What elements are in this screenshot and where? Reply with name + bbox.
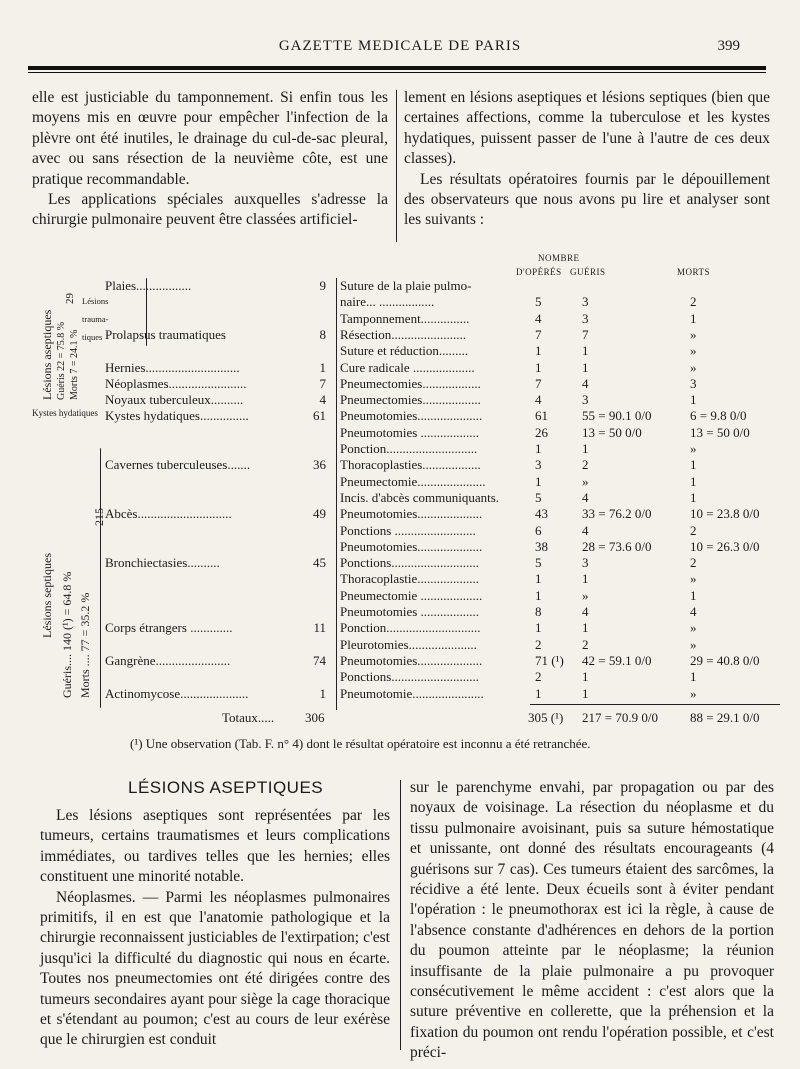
- row-count: 45: [313, 555, 326, 571]
- row-count: 8: [319, 326, 326, 342]
- row-morts: 13 = 50 0/0: [690, 424, 750, 440]
- row-operes: 1: [535, 359, 542, 375]
- row-operation: Ponction............................: [340, 441, 478, 456]
- row-morts: 1: [690, 669, 697, 685]
- row-count: 61: [313, 408, 326, 424]
- row-count: 9: [319, 278, 326, 293]
- row-morts: 3: [690, 375, 697, 391]
- paragraph: lement en lésions aseptiques et lésions septiques (bien que certaines affections, comme la tuberculose et les kystes hydatiques, puissent passer de l'une à l'autre de ces deux classes).: [404, 89, 770, 168]
- row-morts: 2: [690, 522, 697, 538]
- row-morts: »: [690, 359, 697, 375]
- row-operation: Pneumotomie......................: [340, 685, 484, 701]
- row-gueris: 3: [582, 555, 589, 571]
- aseptic-group-label: Lésions aseptiques: [40, 309, 54, 400]
- table-footnote: (¹) Une observation (Tab. F. n° 4) dont le résultat opératoire est inconnu a été retranchée.: [130, 736, 591, 751]
- row-operation: Incis. d'abcès communiquants.: [340, 489, 500, 505]
- row-morts: 29 = 40.8 0/0: [690, 652, 760, 668]
- row-operes: 4: [535, 310, 542, 326]
- row-operes: 71 (¹): [535, 652, 564, 668]
- totals-count: 306: [305, 710, 325, 725]
- left-column-bottom: [40, 806, 390, 1051]
- row-operation: Ponction.............................: [340, 620, 481, 636]
- paragraph: Néoplasmes. — Parmi les néoplasmes pulmonaires primitifs, il en est que l'anatomie pathologique et la chirurgie reconnaissent justiciables de l'extirpation; c'est jusqu'ici la difficulté du diagnostic qui nous en écarte. Toutes nos pneumectomies ont été dirigées contre des tumeurs secondaires ayant pour siège la cage thoracique et s'étendant au poumon; c'est au cours de leur exérèse que le chirurgien est conduit: [40, 888, 390, 1049]
- row-operation: Thoracoplasties..................: [340, 457, 481, 473]
- row-operation: Pneumectomies..................: [340, 392, 481, 408]
- row-gueris: »: [582, 473, 589, 489]
- row-operation: Ponctions...........................: [340, 555, 480, 571]
- row-operes: 1: [535, 620, 542, 636]
- row-operes: 26: [535, 424, 548, 440]
- row-operes: 1: [535, 685, 542, 701]
- row-gueris: 1: [582, 441, 589, 456]
- row-operes: 5: [535, 294, 542, 310]
- row-operation: Pneumectomie.....................: [340, 473, 486, 489]
- header-gueris: GUÉRIS: [570, 267, 606, 277]
- totals-morts: 88 = 29.1 0/0: [690, 710, 760, 725]
- row-operation: Suture et réduction.........: [340, 343, 469, 359]
- totals-label: Totaux.....: [222, 710, 275, 725]
- aseptic-gueris: Guéris 22 = 75.8 %: [56, 321, 67, 400]
- row-operes: 7: [535, 326, 542, 342]
- row-gueris: 3: [582, 392, 589, 408]
- row-gueris: 1: [582, 343, 589, 359]
- row-operes: 1: [535, 473, 542, 489]
- row-morts: 10 = 26.3 0/0: [690, 538, 760, 554]
- row-morts: 6 = 9.8 0/0: [690, 408, 747, 424]
- row-operes: 7: [535, 375, 542, 391]
- column-divider: [396, 90, 397, 242]
- aseptic-total: 29: [64, 293, 76, 304]
- row-operation: Pneumotomies....................: [340, 652, 483, 668]
- row-gueris: 13 = 50 0/0: [582, 424, 642, 440]
- septic-morts: Morts .... 77 = 35.2 %: [78, 592, 92, 698]
- header-nombre: NOMBRE: [538, 253, 580, 263]
- row-operes: 4: [535, 392, 542, 408]
- row-operation: Pneumectomies..................: [340, 375, 481, 391]
- row-operes: 2: [535, 636, 542, 652]
- paragraph: sur le parenchyme envahi, par propagation ou par des noyaux de voisinage. La résection du néoplasme et du tissu pulmonaire avoisinant, puis sa suture hémostatique et unissante, ont donné des résultats encourageants (4 guérisons sur 7 cas). Ces tumeurs étaient des sarcômes, la récidive a été lente. Deux écueils sont à éviter pendant l'opération : le pneumothorax est ici la règle, à cause de l'absence constante d'adhérences en dehors de la portion du poumon atteinte par le néoplasme; la réunion insuffisante de la plaie pulmonaire a pu provoquer consécutivement le même accident : c'est alors que la suture préventive en collerette, que la préhension et la fixation du poumon ont rendu l'opération possible, et c'est préci-: [410, 779, 774, 1062]
- row-morts: »: [690, 571, 697, 587]
- row-count: 4: [319, 392, 326, 408]
- row-operation: Pneumotomies....................: [340, 506, 483, 522]
- row-operes: 1: [535, 571, 542, 587]
- left-column-top: [32, 88, 388, 231]
- row-operes: 3: [535, 457, 542, 473]
- row-morts: 1: [690, 473, 697, 489]
- row-gueris: 1: [582, 571, 589, 587]
- row-morts: 1: [690, 457, 697, 473]
- row-operes: 1: [535, 343, 542, 359]
- brace: [100, 448, 101, 708]
- right-column-top: [404, 88, 770, 231]
- row-count: 49: [313, 506, 326, 522]
- totals-gueris: 217 = 70.9 0/0: [582, 710, 658, 725]
- row-operation: Pneumotomies ..................: [340, 424, 480, 440]
- paragraph: Les applications spéciales auxquelles s'adresse la chirurgie pulmonaire peuvent être classées artificiel-: [32, 191, 388, 229]
- row-gueris: 1: [582, 685, 589, 701]
- row-gueris: 3: [582, 310, 589, 326]
- row-operes: 61: [535, 408, 548, 424]
- row-gueris: »: [582, 587, 589, 603]
- row-operes: 5: [535, 489, 542, 505]
- page-number: 399: [717, 38, 740, 54]
- row-gueris: 42 = 59.1 0/0: [582, 652, 652, 668]
- row-operes: 5: [535, 555, 542, 571]
- row-operation: Ponctions .........................: [340, 522, 476, 538]
- row-morts: 1: [690, 392, 697, 408]
- totals-operes: 305 (¹): [528, 710, 564, 725]
- septic-group-label: Lésions septiques: [40, 553, 54, 638]
- row-operation: naire... .................: [340, 294, 435, 310]
- row-lesion: Kystes hydatiques...............: [105, 408, 249, 424]
- row-operation: Thoracoplastie...................: [340, 571, 479, 587]
- row-lesion: Noyaux tuberculeux..........: [105, 392, 244, 408]
- row-lesion: Bronchiectasies..........: [105, 555, 220, 571]
- row-morts: »: [690, 326, 697, 342]
- section-title: LÉSIONS ASEPTIQUES: [128, 778, 324, 797]
- row-gueris: 7: [582, 326, 589, 342]
- row-morts: 4: [690, 604, 697, 619]
- row-gueris: 4: [582, 522, 589, 538]
- row-count: 1: [319, 359, 326, 375]
- row-count: 7: [319, 375, 326, 391]
- row-operes: 1: [535, 587, 542, 603]
- paragraph: elle est justiciable du tamponnement. Si enfin tous les moyens mis en œuvre pour empêcher l'infection de la plèvre ont été inutiles, le drainage du cul-de-sac pleural, avec ou sans résection de la neuvième côte, est une pratique recommandable.: [32, 89, 388, 188]
- row-morts: 10 = 23.8 0/0: [690, 506, 760, 522]
- row-morts: 2: [690, 294, 697, 310]
- row-operation: Ponctions...........................: [340, 669, 480, 685]
- row-morts: »: [690, 620, 697, 636]
- row-morts: 2: [690, 555, 697, 571]
- row-morts: 1: [690, 587, 697, 603]
- right-column-bottom: [410, 778, 774, 1064]
- row-lesion: Gangrène.......................: [105, 652, 231, 668]
- row-lesion: Néoplasmes........................: [105, 375, 247, 391]
- row-operation: Pleurotomies.....................: [340, 636, 477, 652]
- septic-gueris: Guéris.... 140 (¹) = 64.8 %: [60, 571, 74, 698]
- aseptic-morts: Morts 7 = 24.1 %: [69, 329, 80, 400]
- table-divider: [336, 278, 337, 710]
- journal-title: GAZETTE MEDICALE DE PARIS: [278, 38, 522, 54]
- row-morts: »: [690, 685, 697, 701]
- row-count: 1: [319, 685, 326, 701]
- header-morts: MORTS: [677, 267, 710, 277]
- row-count: 74: [313, 652, 326, 668]
- row-gueris: 4: [582, 489, 589, 505]
- septic-total: 215: [92, 508, 106, 526]
- row-operes: 6: [535, 522, 542, 538]
- row-gueris: 1: [582, 359, 589, 375]
- row-lesion: Actinomycose.....................: [105, 685, 249, 701]
- row-operation: Tamponnement...............: [340, 310, 470, 326]
- row-gueris: 2: [582, 457, 589, 473]
- paragraph: Les résultats opératoires fournis par le dépouillement des observateurs que nous avons pu lire et analyser sont les suivants :: [404, 170, 770, 229]
- header-rule: [28, 66, 766, 70]
- column-divider: [400, 780, 401, 1050]
- header-rule-thin: [28, 72, 766, 73]
- row-gueris: 4: [582, 604, 589, 619]
- results-table: [30, 248, 780, 738]
- totals-rule: [530, 704, 780, 705]
- row-operation: Pneumotomies....................: [340, 408, 483, 424]
- row-operation: Suture de la plaie pulmo-: [340, 278, 472, 293]
- row-lesion: Plaies.................: [105, 278, 192, 293]
- row-operation: Résection.......................: [340, 326, 467, 342]
- row-lesion: Prolapsus traumatiques: [105, 326, 226, 342]
- row-operation: Cure radicale ...................: [340, 359, 475, 375]
- row-gueris: 4: [582, 375, 589, 391]
- row-operation: Pneumotomies ..................: [340, 604, 480, 619]
- row-morts: »: [690, 343, 697, 359]
- kystes-label: Kystes hydatiques: [32, 408, 98, 418]
- row-operes: 2: [535, 669, 542, 685]
- row-gueris: 1: [582, 620, 589, 636]
- row-gueris: 3: [582, 294, 589, 310]
- row-gueris: 2: [582, 636, 589, 652]
- row-morts: »: [690, 636, 697, 652]
- row-operation: Pneumotomies....................: [340, 538, 483, 554]
- trauma-label: Lésions trauma- tiques: [82, 296, 109, 342]
- row-morts: 1: [690, 489, 697, 505]
- row-lesion: Cavernes tuberculeuses.......: [105, 457, 251, 473]
- paragraph: Les lésions aseptiques sont représentées par les tumeurs, certains traumatismes et leurs complications immédiates, ou tardives telles que les hernies; elles constituent une minorité notable.: [40, 807, 390, 886]
- row-operes: 43: [535, 506, 548, 522]
- header-operes: D'OPÉRÉS: [516, 267, 562, 277]
- row-gueris: 33 = 76.2 0/0: [582, 506, 652, 522]
- row-gueris: 1: [582, 669, 589, 685]
- row-gueris: 55 = 90.1 0/0: [582, 408, 652, 424]
- row-operes: 1: [535, 441, 542, 456]
- row-morts: »: [690, 441, 697, 456]
- row-operes: 38: [535, 538, 548, 554]
- row-morts: 1: [690, 310, 697, 326]
- row-lesion: Corps étrangers .............: [105, 620, 233, 636]
- row-operation: Pneumectomie ...................: [340, 587, 483, 603]
- row-lesion: Hernies.............................: [105, 359, 240, 375]
- row-lesion: Abcès.............................: [105, 506, 232, 522]
- row-count: 11: [313, 620, 326, 636]
- row-gueris: 28 = 73.6 0/0: [582, 538, 652, 554]
- row-count: 36: [313, 457, 326, 473]
- row-operes: 8: [535, 604, 542, 619]
- running-header: [30, 38, 770, 62]
